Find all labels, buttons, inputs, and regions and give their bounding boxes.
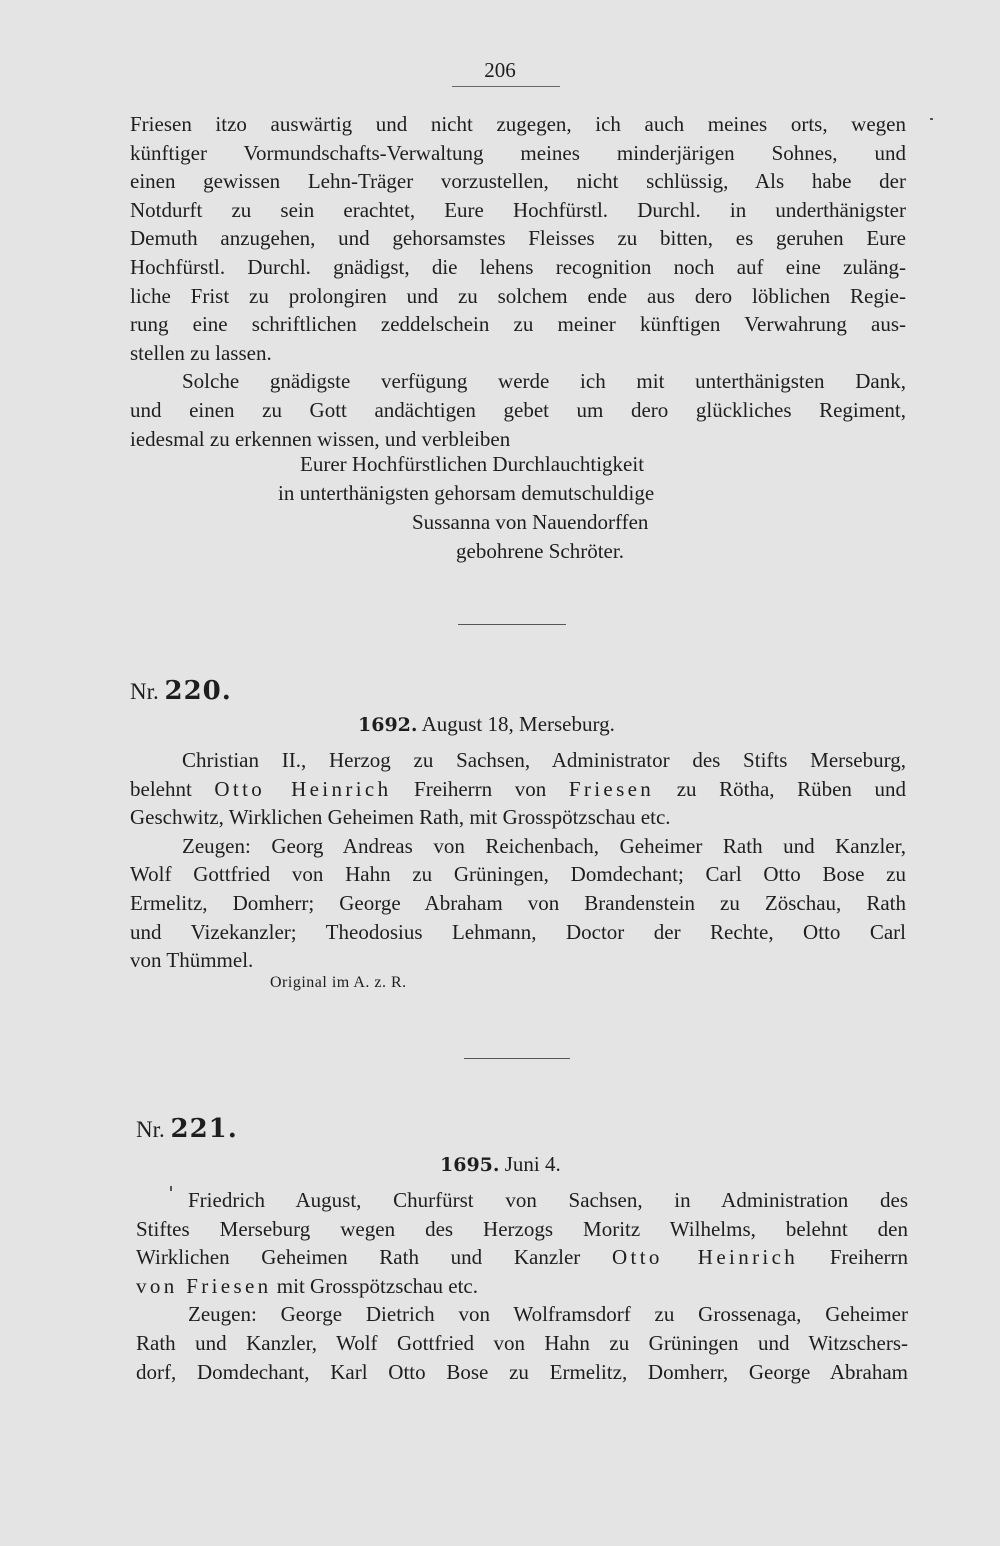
document-dateline (358, 712, 615, 737)
regest-line: belehnt Otto Heinrich Freiherrn von Friesen zu Rötha, Rüben und (130, 776, 907, 801)
regest-line: Wolf Gottfried von Hahn zu Grüningen, Domdechant; Carl Otto Bose zu (130, 862, 906, 887)
regest-line: dorf, Domdechant, Karl Otto Bose zu Ermelitz, Domherr, George Abraham (136, 1359, 908, 1384)
regest-line: Rath und Kanzler, Wolf Gottfried von Hahn zu Grüningen und Witzschers- (136, 1330, 908, 1355)
nr-label: Nr. (130, 679, 159, 704)
letter-line: künftiger Vormundschafts-Verwaltung meines minderjärigen Sohnes, und (130, 140, 906, 165)
document-year: 1692. (358, 714, 418, 736)
closing-line: Sussanna von Nauendorffen (412, 510, 649, 534)
document-dateline (440, 1152, 561, 1177)
letter-line: Hochfürstl. Durchl. gnädigst, die lehens recognition noch auf eine zuläng- (130, 254, 906, 279)
letter-line: rung eine schriftlichen zeddelschein zu meiner künftigen Verwahrung aus- (130, 312, 906, 337)
letter-line: iedesmal zu erkennen wissen, und verbleiben (130, 426, 511, 451)
document-regest (136, 1186, 908, 1386)
person-name: von Friesen (136, 1273, 272, 1298)
regest-line: von Friesen mit Grosspötzschau etc. (136, 1273, 478, 1298)
page-number: 206 (484, 58, 516, 82)
person-name: Otto Heinrich (611, 1245, 799, 1270)
letter-closing (130, 450, 906, 566)
regest-line: Zeugen: Georg Andreas von Reichenbach, Geheimer Rath und Kanzler, (182, 833, 906, 858)
closing-line: Eurer Hochfürstlichen Durchlauchtigkeit (300, 452, 645, 476)
source-note: Original im A. z. R. (270, 974, 407, 991)
letter-line: Notdurft zu sein erachtet, Eure Hochfürstl. Durchl. in underthänigster (130, 197, 906, 222)
regest-line: und Vizekanzler; Theodosius Lehmann, Doctor der Rechte, Otto Carl (130, 919, 906, 944)
section-divider (464, 1058, 570, 1059)
nr-value: 220. (164, 676, 232, 706)
regest-line: Zeugen: George Dietrich von Wolframsdorf zu Grossenaga, Geheimer (188, 1302, 908, 1327)
regest-line: Ermelitz, Domherr; George Abraham von Brandenstein zu Zöschau, Rath (130, 890, 906, 915)
letter-line: Friesen itzo auswärtig und nicht zugegen, ich auch meines orts, wegen (130, 112, 906, 136)
regest-line: Stiftes Merseburg wegen des Herzogs Moritz Wilhelms, belehnt den (136, 1216, 908, 1241)
letter-line: liche Frist zu prolongiren und zu solchem ende aus dero löblichen Regie- (130, 283, 906, 308)
document-number-heading (130, 676, 232, 706)
person-name: Friesen (568, 776, 655, 801)
page-number-rule (452, 86, 560, 87)
signature-line: gebohrene Schröter. (456, 539, 624, 563)
letter-line: stellen zu lassen. (130, 340, 272, 365)
letter-line: einen gewissen Lehn-Träger vorzustellen, nicht schlüssig, Als habe der (130, 169, 906, 194)
nr-label: Nr. (136, 1117, 165, 1142)
document-regest (130, 746, 906, 975)
document-year: 1695. (440, 1154, 500, 1176)
regest-line: Friedrich August, Churfürst von Sachsen, in Administration des (188, 1188, 908, 1212)
nr-value: 221. (170, 1114, 238, 1144)
document-date-place: Juni 4. (504, 1152, 561, 1176)
person-name: Otto Heinrich (214, 776, 392, 801)
letter-body (130, 110, 906, 453)
regest-line: Christian II., Herzog zu Sachsen, Administrator des Stifts Merseburg, (182, 748, 906, 772)
letter-line: Solche gnädigste verfügung werde ich mit unterthänigsten Dank, (182, 369, 906, 394)
section-divider (458, 624, 566, 625)
regest-line: von Thümmel. (130, 948, 254, 973)
paper-speck (170, 1186, 172, 1191)
regest-line: Wirklichen Geheimen Rath und Kanzler Otto Heinrich Freiherrn (136, 1245, 908, 1270)
paper-speck (930, 118, 933, 120)
regest-line: Geschwitz, Wirklichen Geheimen Rath, mit Grosspötzschau etc. (130, 805, 671, 830)
closing-line: in unterthänigsten gehorsam demutschuldige (278, 481, 655, 505)
letter-line: und einen zu Gott andächtigen gebet um dero glückliches Regiment, (130, 397, 906, 422)
letter-line: Demuth anzugehen, und gehorsamstes Fleisses zu bitten, es geruhen Eure (130, 226, 906, 251)
document-date-place: August 18, Merseburg. (421, 712, 615, 736)
document-number-heading (136, 1114, 238, 1144)
